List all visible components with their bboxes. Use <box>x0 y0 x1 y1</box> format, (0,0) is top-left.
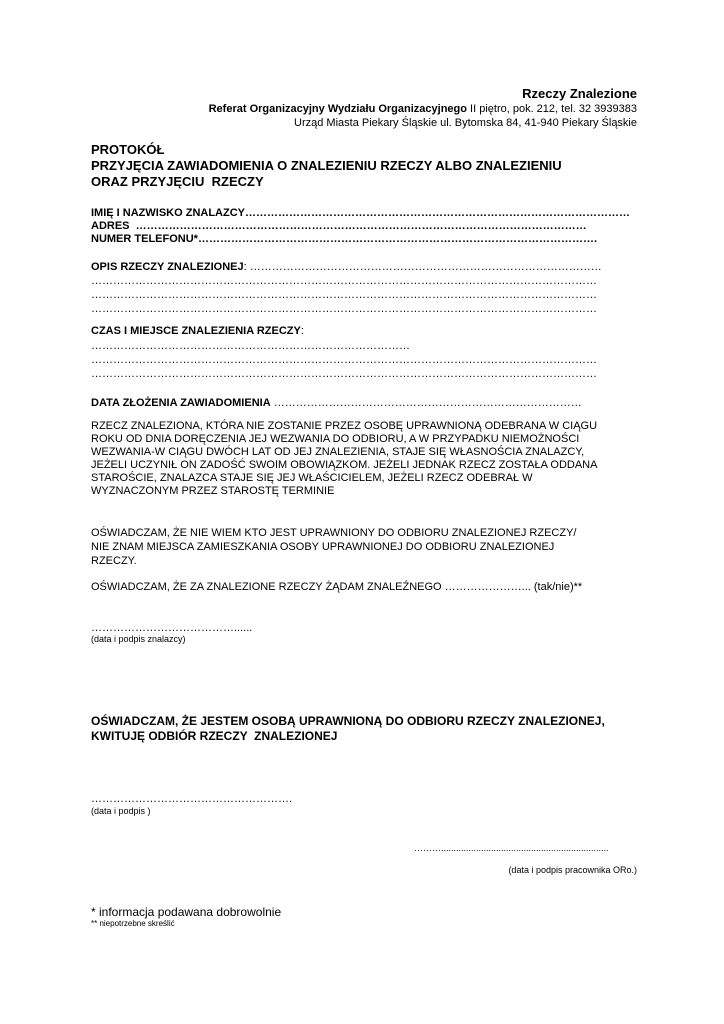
declaration-receipt-line-1: OŚWIADCZAM, ŻE JESTEM OSOBĄ UPRAWNIONĄ DO ODBIORU RZECZY ZNALEZIONEJ, <box>91 714 605 728</box>
doc-title-line-1: PROTOKÓŁ <box>91 142 165 157</box>
signature-clerk-caption: (data i podpis pracownika ORo.) <box>508 865 637 875</box>
header-title: Rzeczy Znalezione <box>522 86 637 101</box>
time-place-line: …………………………………………………………………………… <box>91 340 410 352</box>
declaration-unknown-owner-line: RZECZY. <box>91 555 137 567</box>
description-row <box>91 261 602 274</box>
header-line-1 <box>209 103 637 116</box>
description-line: ………………………………………………………………………………………………………………………… <box>91 275 597 287</box>
notification-date-dots: ………………………………………………………………………… <box>270 397 582 409</box>
legal-paragraph-line: RZECZ ZNALEZIONA, KTÓRA NIE ZOSTANIE PRZEZ OSOBĘ UPRAWNIONĄ ODEBRANA W CIĄGU <box>91 420 598 432</box>
description-line: ………………………………………………………………………………………………………………………… <box>91 289 597 301</box>
footnote-voluntary: * informacja podawana dobrowolnie <box>91 905 282 919</box>
footnote-strike-out: ** niepotrzebne skreślić <box>91 919 175 928</box>
notification-date-row <box>91 397 582 410</box>
legal-paragraph-line: ROKU OD DNIA DORĘCZENIA JEJ WEZWANIA DO ODBIORU, A W PRZYPADKU NIEMOŻNOŚCI <box>91 433 580 445</box>
time-place-label: CZAS I MIEJSCE ZNALEZIENIA RZECZY <box>91 325 301 337</box>
header-location: II piętro, pok. 212, tel. 32 3939383 <box>466 103 637 115</box>
time-place-line: ………………………………………………………………………………………………………………………… <box>91 368 597 380</box>
declaration-finders-fee: OŚWIADCZAM, ŻE ZA ZNALEZIONE RZECZY ŻĄDAM ZNALEŹNEGO …………………... (tak/nie)** <box>91 581 583 593</box>
time-place-line: ………………………………………………………………………………………………………………………… <box>91 354 597 366</box>
address-field: ADRES …………………………………………………………………………………………………………… <box>91 220 587 232</box>
signature-clerk-line: ………................................................................... <box>414 843 609 853</box>
legal-paragraph-line: STAROŚCIE, ZNALAZCA STAJE SIĘ JEJ WŁAŚCICIELEM, JEŻELI RZECZ ODEBRAŁ W <box>91 472 533 484</box>
description-line: ………………………………………………………………………………………………………………………… <box>91 303 597 315</box>
doc-title-line-2: PRZYJĘCIA ZAWIADOMIENIA O ZNALEZIENIU RZECZY ALBO ZNALEZIENIU <box>91 158 562 173</box>
time-place-colon: : <box>300 325 304 337</box>
doc-title-line-3: ORAZ PRZYJĘCIU RZECZY <box>91 174 264 189</box>
header-line-2: Urząd Miasta Piekary Śląskie ul. Bytomska 84, 41-940 Piekary Śląskie <box>294 117 637 129</box>
signature-owner-caption: (data i podpis ) <box>91 806 151 816</box>
notification-date-label: DATA ZŁOŻENIA ZAWIADOMIENIA <box>91 397 271 409</box>
declaration-unknown-owner-line: NIE ZNAM MIEJSCA ZAMIESZKANIA OSOBY UPRAWNIONEJ DO ODBIORU ZNALEZIONEJ <box>91 541 555 553</box>
header-department: Referat Organizacyjny Wydziału Organizacyjnego <box>208 103 467 115</box>
declaration-unknown-owner-line: OŚWIADCZAM, ŻE NIE WIEM KTO JEST UPRAWNIONY DO ODBIORU ZNALEZIONEJ RZECZY/ <box>91 527 577 539</box>
legal-paragraph-line: JEŻELI UCZYNIŁ ON ZADOŚĆ SWOIM OBOWIĄZKOM. JEŻELI JEDNAK RZECZ ZOSTAŁA ODDANA <box>91 459 598 471</box>
name-field: IMIĘ I NAZWISKO ZNALAZCY…………………………………………………………………………………………… <box>91 207 630 219</box>
phone-field: NUMER TELEFONU*………………………………………………………………………………………………. <box>91 233 597 245</box>
declaration-receipt-line-2: KWITUJĘ ODBIÓR RZECZY ZNALEZIONEJ <box>91 729 338 743</box>
signature-finder-line: …………………………………...... <box>91 622 253 634</box>
legal-paragraph-line: WEZWANIA-W CIĄGU DWÓCH LAT OD JEJ ZNALEZIENIA, STAJE SIĘ WŁASNOŚCIA ZNALAZCY, <box>91 446 585 458</box>
signature-owner-line: ………………………………………………. <box>91 793 293 805</box>
legal-paragraph-line: WYZNACZONYM PRZEZ STAROSTĘ TERMINIE <box>91 485 335 497</box>
description-dots: : …………………………………………………………………………………… <box>243 261 602 273</box>
description-label: OPIS RZECZY ZNALEZIONEJ <box>91 261 244 273</box>
signature-finder-caption: (data i podpis znalazcy) <box>91 634 186 644</box>
time-place-row <box>91 325 304 338</box>
